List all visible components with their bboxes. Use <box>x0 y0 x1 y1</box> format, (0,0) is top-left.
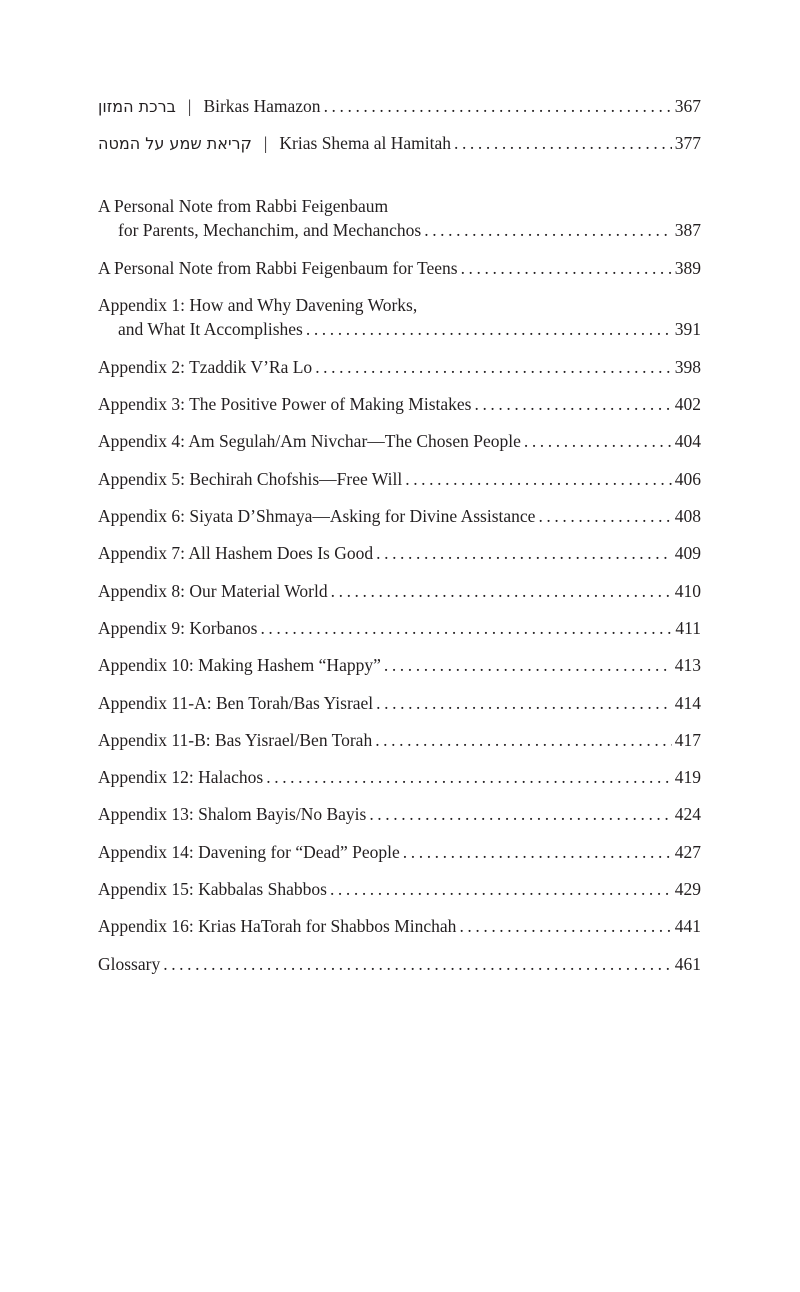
dot-leader <box>163 954 672 975</box>
hebrew-title: קריאת שמע על המטה <box>98 134 252 154</box>
page-number: 402 <box>674 394 701 415</box>
dot-leader <box>331 581 672 602</box>
toc-entry[interactable] <box>98 916 701 953</box>
page-number: 424 <box>674 804 701 825</box>
page-number: 409 <box>674 543 701 564</box>
entry-title: Appendix 16: Krias HaTorah for Shabbos Minchah <box>98 916 457 937</box>
page-number: 429 <box>674 879 701 900</box>
toc-entry[interactable] <box>98 431 701 468</box>
page-number: 427 <box>674 841 701 862</box>
page-number: 406 <box>674 468 701 489</box>
dot-leader <box>369 804 671 825</box>
toc-entry[interactable] <box>98 730 701 767</box>
entry-title: Appendix 4: Am Segulah/Am Nivchar—The Chosen People <box>98 431 521 452</box>
page-number: 410 <box>674 580 701 601</box>
toc-entry[interactable] <box>98 506 701 543</box>
toc-entry[interactable] <box>98 842 701 879</box>
dot-leader <box>424 220 672 241</box>
dot-leader <box>306 319 672 340</box>
dot-leader <box>461 258 672 279</box>
toc-entry[interactable] <box>98 655 701 692</box>
dot-leader <box>376 693 672 714</box>
entry-title: Appendix 9: Korbanos <box>98 617 258 638</box>
entry-title-line2: and What It Accomplishes <box>118 318 303 339</box>
entry-title <box>98 133 451 154</box>
dot-leader <box>459 916 671 937</box>
page-number: 414 <box>674 692 701 713</box>
page-number: 413 <box>674 655 701 676</box>
dot-leader <box>260 618 672 639</box>
page-number: 419 <box>674 767 701 788</box>
entry-title: Appendix 2: Tzaddik V’Ra Lo <box>98 356 313 377</box>
entry-title-line1: A Personal Note from Rabbi Feigenbaum <box>98 195 389 216</box>
toc-entry[interactable] <box>98 394 701 431</box>
entry-title-line1: Appendix 1: How and Why Davening Works, <box>98 294 418 315</box>
toc-entry[interactable] <box>98 804 701 841</box>
page-number: 387 <box>674 219 701 240</box>
hebrew-title: ברכת המזון <box>98 97 176 116</box>
entry-title: Appendix 11-A: Ben Torah/Bas Yisrael <box>98 692 374 713</box>
separator: | <box>187 96 192 116</box>
toc-entry[interactable] <box>98 581 701 618</box>
toc-entry[interactable] <box>98 258 701 295</box>
entry-title: Appendix 15: Kabbalas Shabbos <box>98 879 327 900</box>
page-number: 441 <box>674 916 701 937</box>
page-number: 391 <box>674 318 701 339</box>
english-title: Birkas Hamazon <box>203 96 321 116</box>
page-number: 377 <box>674 133 701 154</box>
entry-title: Appendix 7: All Hashem Does Is Good <box>98 543 374 564</box>
toc-entry[interactable] <box>98 96 701 133</box>
entry-title: Appendix 6: Siyata D’Shmaya—Asking for Divine Assistance <box>98 506 536 527</box>
dot-leader <box>524 431 672 452</box>
dot-leader <box>375 730 672 751</box>
page-number: 411 <box>675 617 701 638</box>
page-number: 398 <box>674 356 701 377</box>
entry-title: Appendix 10: Making Hashem “Happy” <box>98 655 381 676</box>
toc-entry[interactable] <box>98 295 701 345</box>
page-number: 408 <box>674 506 701 527</box>
dot-leader <box>454 133 672 154</box>
toc-entry[interactable] <box>98 767 701 804</box>
toc-entry[interactable] <box>98 618 701 655</box>
toc-entry[interactable] <box>98 196 701 246</box>
dot-leader <box>266 767 672 788</box>
dot-leader <box>324 96 672 117</box>
dot-leader <box>330 879 672 900</box>
dot-leader <box>376 543 672 564</box>
entry-title: Glossary <box>98 953 161 974</box>
page-number: 404 <box>674 431 701 452</box>
page-number: 461 <box>674 953 701 974</box>
page-number: 417 <box>674 729 701 750</box>
toc-entry[interactable] <box>98 954 701 991</box>
dot-leader <box>403 842 672 863</box>
page-number: 389 <box>674 257 701 278</box>
toc-entry[interactable] <box>98 693 701 730</box>
entry-title: Appendix 3: The Positive Power of Making Mistakes <box>98 394 472 415</box>
separator: | <box>263 133 268 154</box>
entry-title: A Personal Note from Rabbi Feigenbaum for Teens <box>98 257 458 278</box>
toc-entry[interactable] <box>98 357 701 394</box>
dot-leader <box>315 357 672 378</box>
entry-title: Appendix 5: Bechirah Chofshis—Free Will <box>98 468 403 489</box>
page-number: 367 <box>674 96 701 116</box>
toc-entry[interactable] <box>98 133 701 170</box>
entry-title: Appendix 14: Davening for “Dead” People <box>98 841 400 862</box>
entry-title <box>98 96 321 117</box>
toc-entry[interactable] <box>98 543 701 580</box>
toc-entry[interactable] <box>98 469 701 506</box>
dot-leader <box>384 655 672 676</box>
english-title: Krias Shema al Hamitah <box>279 133 451 154</box>
entry-title: Appendix 12: Halachos <box>98 767 264 788</box>
entry-title-line2: for Parents, Mechanchim, and Mechanchos <box>118 219 422 240</box>
entry-title: Appendix 13: Shalom Bayis/No Bayis <box>98 804 367 825</box>
dot-leader <box>474 394 671 415</box>
dot-leader <box>405 469 672 490</box>
entry-title: Appendix 11-B: Bas Yisrael/Ben Torah <box>98 729 373 750</box>
toc-entry[interactable] <box>98 879 701 916</box>
table-of-contents <box>98 96 701 991</box>
dot-leader <box>538 506 671 527</box>
entry-title: Appendix 8: Our Material World <box>98 580 328 601</box>
